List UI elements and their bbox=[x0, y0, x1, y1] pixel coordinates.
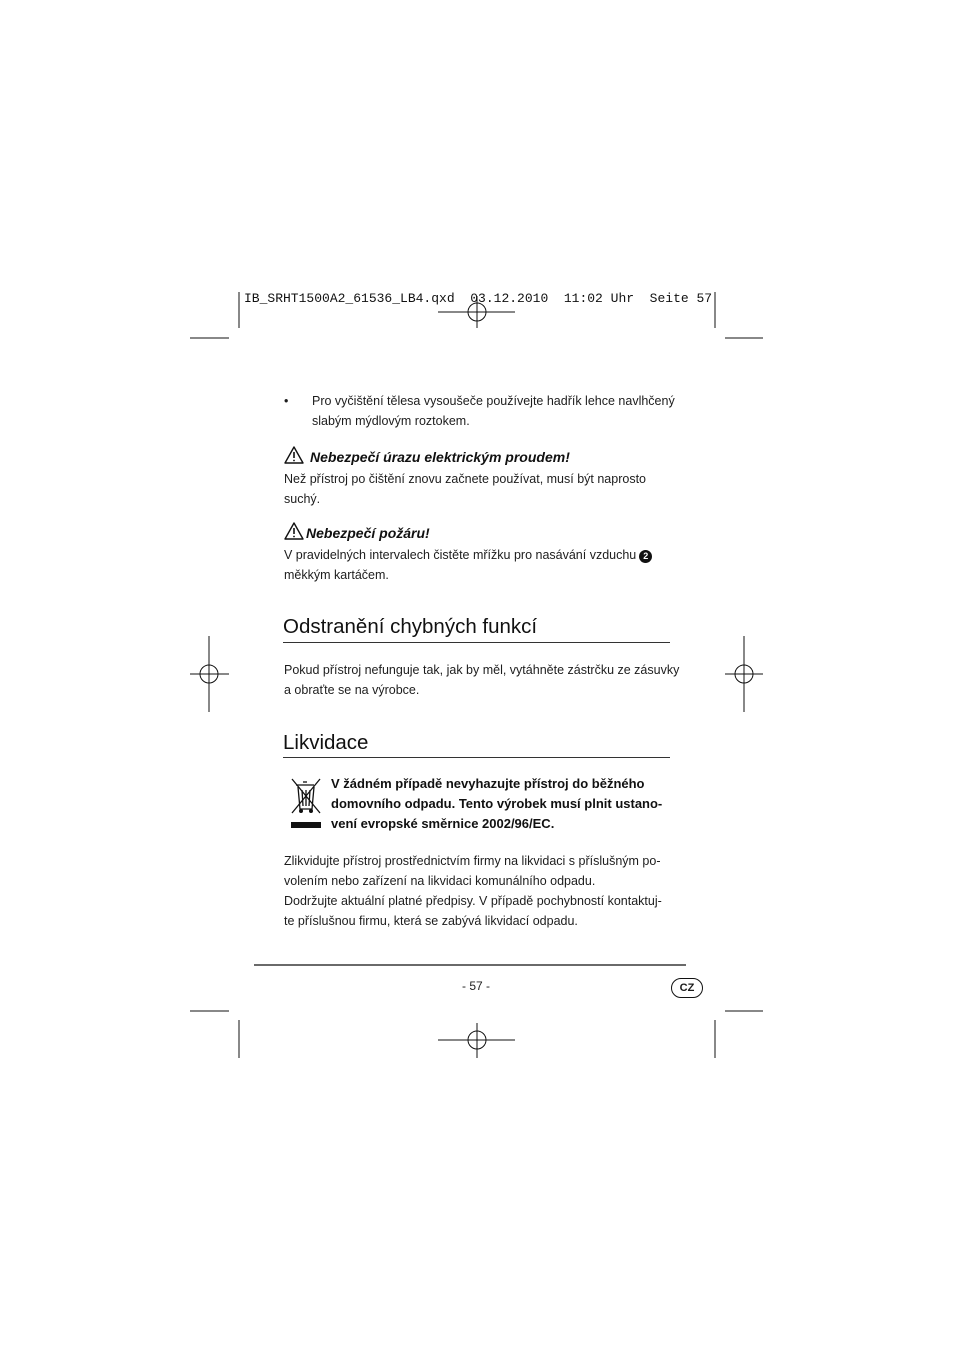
disposal-line-2: volením nebo zařízení na likvidaci komunálního odpadu. bbox=[284, 874, 596, 888]
crossed-bin-icon bbox=[288, 775, 324, 831]
disposal-paragraph bbox=[284, 851, 684, 931]
warning-triangle-icon bbox=[284, 446, 304, 464]
cleaning-bullet bbox=[284, 391, 684, 431]
electric-warning-title bbox=[284, 446, 684, 465]
registration-mark-icon bbox=[438, 1023, 515, 1058]
bullet-line-2: slabým mýdlovým roztokem. bbox=[312, 414, 470, 428]
fire-warning-line-2: měkkým kartáčem. bbox=[284, 568, 389, 582]
troubleshooting-line-2: a obraťte se na výrobce. bbox=[284, 683, 420, 697]
troubleshooting-rule bbox=[283, 642, 670, 643]
warning-triangle-icon bbox=[284, 522, 304, 540]
fire-warning bbox=[284, 522, 684, 585]
language-badge: CZ bbox=[671, 978, 703, 998]
bullet-dot: • bbox=[284, 394, 289, 408]
page-number: - 57 - bbox=[462, 979, 491, 993]
electric-warning-title-text: Nebezpečí úrazu elektrickým proudem! bbox=[310, 449, 570, 465]
disposal-line-1: Zlikvidujte přístroj prostřednictvím firmy na likvidaci s příslušným po- bbox=[284, 854, 661, 868]
disposal-warning-line-2: domovního odpadu. Tento výrobek musí plnit ustano- bbox=[331, 796, 663, 811]
disposal-line-3: Dodržujte aktuální platné předpisy. V případě pochybností kontaktuj- bbox=[284, 894, 662, 908]
disposal-warning-line-3: vení evropské směrnice 2002/96/EC. bbox=[331, 816, 555, 831]
registration-mark-icon bbox=[725, 636, 763, 712]
item-number-badge: 2 bbox=[639, 550, 652, 563]
fire-warning-title-text: Nebezpečí požáru! bbox=[306, 525, 430, 541]
bullet-line-1: Pro vyčištění tělesa vysoušeče používejte hadřík lehce navlhčený bbox=[312, 394, 675, 408]
disposal-rule bbox=[283, 757, 670, 758]
electric-warning-line-1: Než přístroj po čištění znovu začnete používat, musí být naprosto bbox=[284, 472, 646, 486]
print-slug: IB_SRHT1500A2_61536_LB4.qxd 03.12.2010 11:02 Uhr Seite 57 bbox=[244, 291, 713, 306]
disposal-warning bbox=[331, 774, 691, 834]
troubleshooting-line-1: Pokud přístroj nefunguje tak, jak by měl, vytáhněte zástrčku ze zásuvky bbox=[284, 663, 680, 677]
disposal-line-4: te příslušnou firmu, která se zabývá likvidací odpadu. bbox=[284, 914, 578, 928]
fire-warning-line-1-text: V pravidelných intervalech čistěte mřížku pro nasávání vzduchu bbox=[284, 548, 637, 562]
disposal-heading: Likvidace bbox=[283, 731, 369, 754]
disposal-warning-line-1: V žádném případě nevyhazujte přístroj do běžného bbox=[331, 776, 645, 791]
fire-warning-title bbox=[284, 522, 684, 541]
troubleshooting-text bbox=[284, 660, 684, 700]
electric-warning bbox=[284, 446, 684, 509]
electric-warning-line-2: suchý. bbox=[284, 492, 321, 506]
registration-mark-icon bbox=[190, 636, 229, 712]
fire-warning-line-1 bbox=[284, 545, 684, 565]
troubleshooting-heading: Odstranění chybných funkcí bbox=[283, 615, 538, 638]
